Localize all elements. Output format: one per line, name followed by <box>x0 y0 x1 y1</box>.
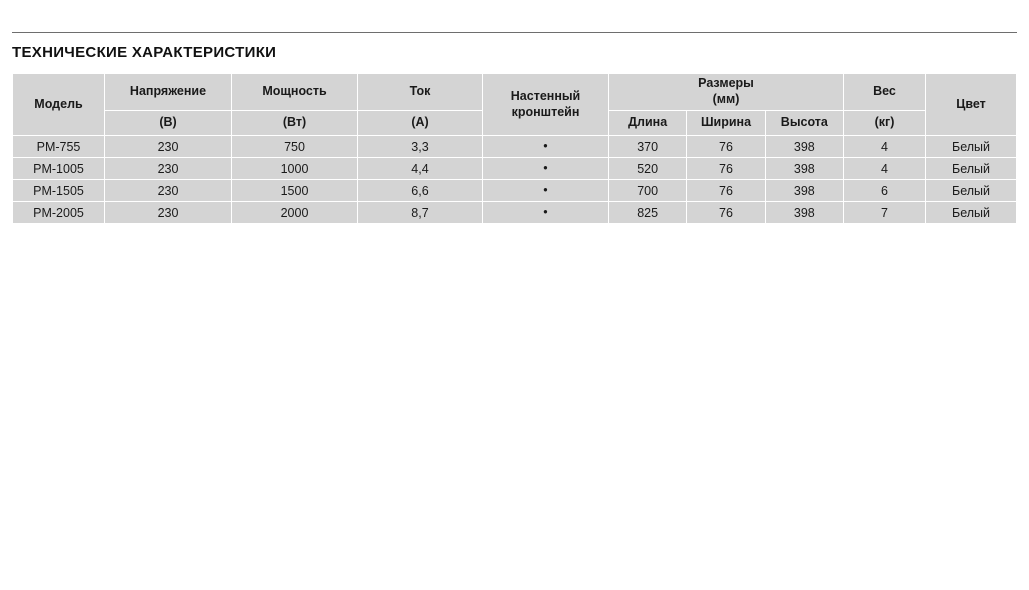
cell-height: 398 <box>765 136 843 158</box>
cell-length: 825 <box>609 202 687 224</box>
cell-length: 370 <box>609 136 687 158</box>
cell-height: 398 <box>765 180 843 202</box>
table-header <box>13 74 1017 136</box>
cell-voltage: 230 <box>105 136 232 158</box>
cell-wall-bracket: • <box>483 158 609 180</box>
column-header-height <box>765 111 843 136</box>
cell-length: 700 <box>609 180 687 202</box>
column-header-height-label: Высота <box>780 115 828 130</box>
column-header-current-unit: (A) <box>411 115 429 130</box>
cell-color: Белый <box>926 136 1017 158</box>
column-header-model-label: Модель <box>34 96 83 111</box>
cell-height: 398 <box>765 202 843 224</box>
column-header-weight <box>844 74 926 111</box>
column-header-dimensions-label: Размеры <box>698 76 754 91</box>
column-header-color <box>926 74 1017 136</box>
table-header-row-top <box>13 74 1017 111</box>
cell-current: 8,7 <box>358 202 483 224</box>
cell-weight: 7 <box>844 202 926 224</box>
table-row <box>13 136 1017 158</box>
cell-height: 398 <box>765 158 843 180</box>
table-row <box>13 180 1017 202</box>
column-header-model <box>13 74 105 136</box>
table-row <box>13 158 1017 180</box>
cell-weight: 4 <box>844 158 926 180</box>
cell-model: PM-1505 <box>13 180 105 202</box>
specifications-table <box>12 73 1017 224</box>
column-header-wall-bracket-line1: Настенный <box>510 88 581 103</box>
table-body <box>13 136 1017 224</box>
column-header-color-label: Цвет <box>956 96 986 111</box>
page-title: ТЕХНИЧЕСКИЕ ХАРАКТЕРИСТИКИ <box>12 44 277 61</box>
column-header-weight-label: Вес <box>873 84 896 99</box>
column-header-current-unit-cell <box>358 111 483 136</box>
cell-width: 76 <box>687 180 765 202</box>
cell-width: 76 <box>687 158 765 180</box>
column-header-wall-bracket <box>483 74 609 136</box>
column-header-power-unit-cell <box>232 111 358 136</box>
column-header-weight-unit-cell <box>844 111 926 136</box>
cell-wall-bracket: • <box>483 202 609 224</box>
cell-current: 3,3 <box>358 136 483 158</box>
cell-color: Белый <box>926 158 1017 180</box>
cell-model: PM-755 <box>13 136 105 158</box>
column-header-length-label: Длина <box>628 115 668 130</box>
column-header-length <box>609 111 687 136</box>
column-header-width-label: Ширина <box>700 115 752 130</box>
column-header-voltage <box>105 74 232 111</box>
cell-weight: 4 <box>844 136 926 158</box>
column-header-power-unit: (Вт) <box>282 115 307 130</box>
column-header-voltage-unit-cell <box>105 111 232 136</box>
cell-length: 520 <box>609 158 687 180</box>
cell-power: 1500 <box>232 180 358 202</box>
cell-wall-bracket: • <box>483 136 609 158</box>
cell-model: PM-1005 <box>13 158 105 180</box>
cell-color: Белый <box>926 202 1017 224</box>
table-row <box>13 202 1017 224</box>
cell-color: Белый <box>926 180 1017 202</box>
cell-power: 2000 <box>232 202 358 224</box>
column-header-wall-bracket-line2: кронштейн <box>511 104 580 119</box>
cell-voltage: 230 <box>105 158 232 180</box>
cell-width: 76 <box>687 136 765 158</box>
cell-power: 750 <box>232 136 358 158</box>
column-header-voltage-label: Напряжение <box>129 84 207 99</box>
column-header-width <box>687 111 765 136</box>
column-header-power-label: Мощность <box>262 84 327 99</box>
column-header-dimensions <box>609 74 844 111</box>
cell-current: 4,4 <box>358 158 483 180</box>
column-header-power <box>232 74 358 111</box>
cell-wall-bracket: • <box>483 180 609 202</box>
column-header-weight-unit: (кг) <box>874 115 895 130</box>
cell-voltage: 230 <box>105 180 232 202</box>
cell-model: PM-2005 <box>13 202 105 224</box>
cell-current: 6,6 <box>358 180 483 202</box>
header-divider <box>12 32 1017 33</box>
cell-weight: 6 <box>844 180 926 202</box>
column-header-voltage-unit: (В) <box>159 115 177 130</box>
column-header-current <box>358 74 483 111</box>
column-header-dimensions-unit: (мм) <box>712 92 740 106</box>
cell-power: 1000 <box>232 158 358 180</box>
cell-voltage: 230 <box>105 202 232 224</box>
cell-width: 76 <box>687 202 765 224</box>
column-header-current-label: Ток <box>409 84 431 99</box>
